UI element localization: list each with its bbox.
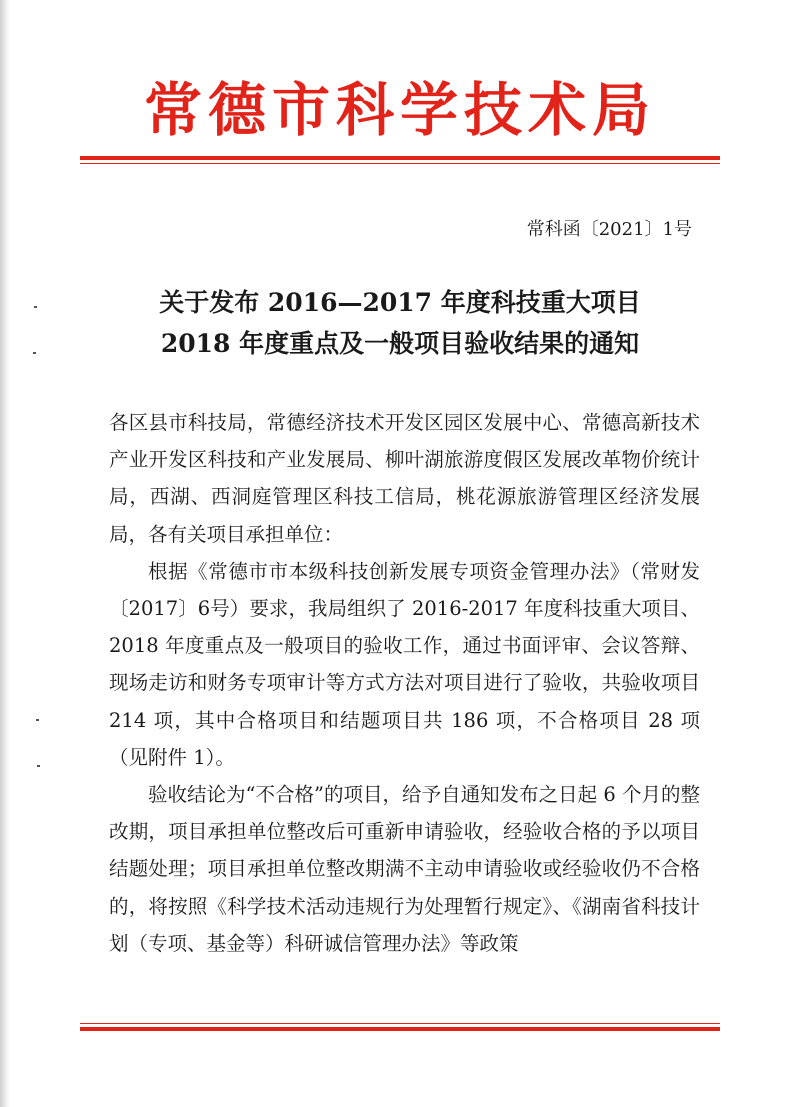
title-line-1: 关于发布 2016—2017 年度科技重大项目 [159, 288, 641, 317]
scan-speck [34, 306, 37, 308]
addressee-paragraph: 各区县市科技局，常德经济技术开发区园区发展中心、常德高新技术产业开发区科技和产业发展局、柳叶湖旅游度假区发展改革物价统计局，西湖、西洞庭管理区科技工信局，桃花源旅游管理区经济发展局，各有关项目承担单位： [109, 411, 700, 546]
body-paragraph-2: 验收结论为“不合格”的项目，给予自通知发布之日起 6 个月的整改期，项目承担单位整改后可重新申请验收，经验收合格的予以项目结题处理；项目承担单位整改期满不主动申请验收或经验收仍不合格的，将按照《科学技术活动违规行为处理暂行规定》、《湖南省科技计划（专项、基金等）科研诚信管理办法》等政策 [109, 783, 700, 955]
footer-rule-thick [80, 1027, 720, 1031]
document-title [60, 282, 740, 364]
scan-speck [33, 352, 36, 354]
letterhead-rule-thick [80, 156, 720, 160]
body-paragraph-1: 根据《常德市市本级科技创新发展专项资金管理办法》（常财发〔2017〕6号）要求，我局组织了 2016-2017 年度科技重大项目、2018 年度重点及一般项目的验收工作，通过书面评审、会议答辩、现场走访和财务专项审计等方式方法对项目进行了验收，共验收项目 214 项，其中合格项目和结题项目共 186 项，不合格项目 28 项（见附件 1）。 [109, 559, 700, 769]
letterhead-rule-thin [80, 163, 720, 164]
footer-rule-thin [80, 1023, 720, 1024]
title-line-2: 2018 年度重点及一般项目验收结果的通知 [160, 329, 640, 358]
scan-edge-shadow [0, 0, 10, 1107]
scan-speck [36, 719, 39, 721]
document-number: 常科函〔2021〕1号 [526, 219, 692, 240]
agency-letterhead: 常德市科学技术局 [143, 76, 656, 144]
document-body [109, 404, 700, 962]
scan-speck [37, 765, 40, 767]
